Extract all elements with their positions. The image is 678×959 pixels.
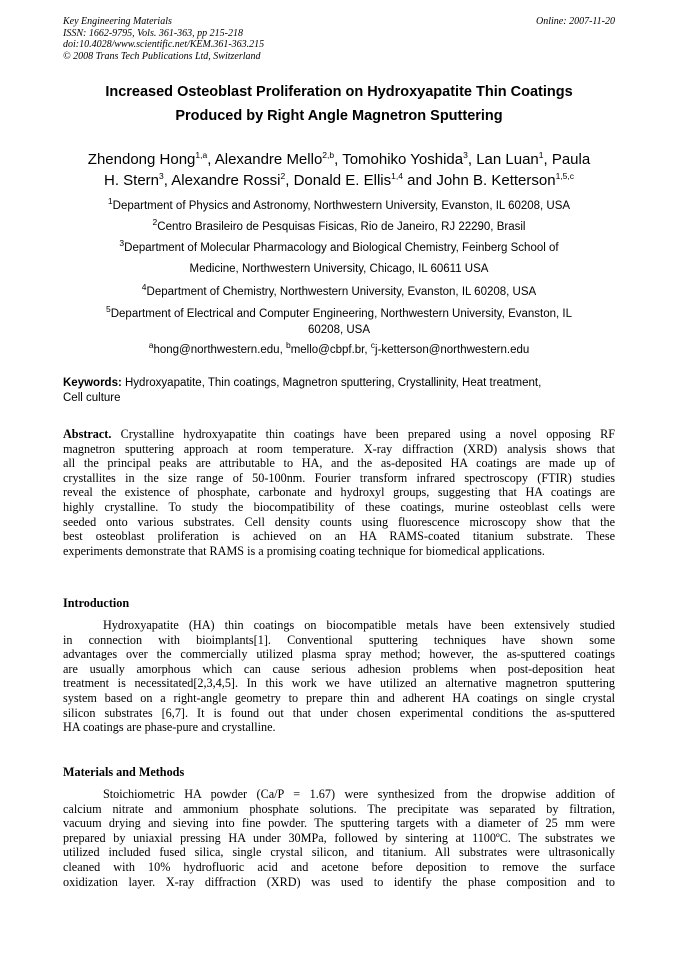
- title-line-2: Produced by Right Angle Magnetron Sputtering: [175, 108, 503, 124]
- affiliation-text: Department of Chemistry, Northwestern University, Evanston, IL 60208, USA: [146, 286, 537, 298]
- keywords-text: Cell culture: [63, 392, 121, 404]
- affiliation-number: 1: [107, 196, 113, 207]
- email-sup: c: [370, 340, 376, 351]
- introduction-line: advantages over the commercially utilized plasma spray method; however, the as-sputtered coatings: [63, 647, 615, 662]
- affiliation-3-cont: Medicine, Northwestern University, Chicago, IL 60611 USA: [189, 263, 489, 275]
- abstract: [63, 427, 615, 558]
- affiliation-number: 3: [119, 238, 125, 249]
- abstract-line: magnetron sputtering approach at room temperature. X-ray diffraction (XRD) analysis shows that: [63, 441, 615, 456]
- affiliation-text: Centro Brasileiro de Pesquisas Fisicas, Rio de Janeiro, RJ 22290, Brasil: [157, 221, 526, 233]
- introduction-line: Hydroxyapatite (HA) thin coatings on biocompatible metals have been extensively studied: [103, 618, 615, 632]
- author-sup: 3: [159, 171, 164, 181]
- email-text: hong@northwestern.edu,: [153, 344, 286, 356]
- author-list: [40, 149, 638, 191]
- affiliation-number: 4: [141, 282, 147, 293]
- author-sup: 1,5,c: [555, 171, 574, 181]
- email-text: j-ketterson@northwestern.edu: [375, 344, 530, 356]
- affiliation-text: Department of Electrical and Computer Engineering, Northwestern University, Evanston, IL: [110, 308, 572, 320]
- methods-line: Stoichiometric HA powder (Ca/P = 1.67) were synthesized from the dropwise addition of: [103, 787, 615, 801]
- author-text: and John B. Ketterson: [402, 172, 556, 189]
- keywords-text: Hydroxyapatite, Thin coatings, Magnetron sputtering, Crystallinity, Heat treatment,: [121, 377, 542, 389]
- introduction-line: silicon substrates [6,7]. It is found out that under chosen experimental conditions the as-sputtered: [63, 705, 615, 720]
- affiliation-text: Department of Molecular Pharmacology and Biological Chemistry, Feinberg School of: [124, 242, 559, 254]
- affiliation-text: Department of Physics and Astronomy, Northwestern University, Evanston, IL 60208, USA: [112, 200, 571, 212]
- author-sup: 1: [538, 150, 544, 160]
- journal-meta: [63, 16, 264, 62]
- affiliation-number: 5: [105, 304, 111, 315]
- author-sup: 1,4: [391, 171, 403, 181]
- affiliation-4: [40, 282, 638, 302]
- methods-line: calcium nitrate and ammonium phosphate solutions. The precipitate was separated by filtration,: [63, 801, 615, 816]
- methods-heading: Materials and Methods: [63, 765, 185, 779]
- abstract-line: [63, 427, 615, 442]
- email-text: mello@cbpf.br,: [290, 344, 371, 356]
- author-text: H. Stern: [104, 172, 160, 189]
- methods-line: vacuum drying and sieving into fine powder. The sputtering targets with a diameter of 25 mm were: [63, 816, 615, 831]
- affiliation-1: [40, 196, 638, 216]
- email-addresses: [40, 340, 638, 360]
- journal-doi: doi:10.4028/www.scientific.net/KEM.361-363.215: [63, 39, 265, 50]
- author-text: Zhendong Hong: [87, 151, 196, 168]
- introduction-line: are usually amorphous which can cause serious adhesion problems when post-deposition heat: [63, 661, 615, 676]
- abstract-line: seeded onto various substrates. Cell density counts using fluorescence microscopy show that the: [63, 514, 615, 529]
- author-sup: 2,b: [322, 150, 335, 160]
- keywords-label: Keywords:: [63, 377, 122, 389]
- journal-issn: ISSN: 1662-9795, Vols. 361-363, pp 215-218: [63, 27, 243, 39]
- paper-title: [40, 80, 638, 128]
- abstract-line: best osteoblast proliferation is achieved on an HA RAMS-coated titanium substrate. These: [63, 529, 615, 544]
- email-sup: a: [148, 340, 154, 351]
- introduction-line: treatment is necessitated[2,3,4,5]. In this work we have utilized an alternative magnetron sputtering: [63, 676, 615, 691]
- author-sup: 3: [463, 150, 468, 160]
- abstract-line: crystallites in the size range of 50-100nm. Fourier transform infrared spectroscopy (FTIR) studies: [63, 470, 615, 485]
- author-text: , Alexandre Mello: [207, 151, 323, 168]
- methods-line: utilized included fused silica, single crystal silicon, and titanium. All substrates were ultrasonically: [63, 845, 615, 860]
- author-text: , Paula: [543, 151, 591, 168]
- keywords: [63, 376, 615, 406]
- introduction-line: system based on a right-angle geometry to prepare thin and adherent HA coatings on single crystal: [63, 690, 615, 705]
- abstract-text: Crystalline hydroxyapatite thin coatings have been prepared using a novel opposing RF: [111, 427, 615, 441]
- affiliation-2: [40, 217, 638, 237]
- author-text: , Alexandre Rossi: [163, 172, 281, 189]
- author-sup: 2: [280, 171, 286, 181]
- author-line-2: [40, 170, 638, 191]
- author-text: , Lan Luan: [467, 151, 539, 168]
- methods-body: [63, 787, 615, 889]
- abstract-line: reveal the existence of phosphate, carbonate and hydroxyl groups, suggesting that HA coatings are: [63, 485, 615, 500]
- author-line-1: [40, 149, 638, 170]
- author-sup: 1,a: [195, 150, 208, 160]
- title-line-1: Increased Osteoblast Proliferation on Hydroxyapatite Thin Coatings: [105, 84, 573, 100]
- affiliation-number: 2: [152, 217, 158, 228]
- methods-line: cleaned with 10% hydrofluoric acid and acetone before deposition to remove the surface: [63, 859, 615, 874]
- abstract-label: Abstract.: [63, 427, 112, 441]
- methods-line: oxidization layer. X-ray diffraction (XRD) was used to identify the phase composition and to: [63, 874, 615, 889]
- author-text: , Tomohiko Yoshida: [334, 151, 464, 168]
- methods-line: prepared by uniaxial pressing HA under 30MPa, followed by sintering at 1100ºC. The substrates we: [63, 830, 615, 845]
- abstract-line: all the principal peaks are attributable to HA, and the as-deposited HA coatings are made up of: [63, 456, 615, 471]
- journal-copyright: © 2008 Trans Tech Publications Ltd, Switzerland: [63, 50, 261, 62]
- journal-name: Key Engineering Materials: [63, 16, 172, 27]
- affiliation-5-cont: 60208, USA: [307, 324, 370, 336]
- abstract-line: highly crystalline. To study the biocompatibility of these coatings, murine osteoblast cells were: [63, 499, 615, 514]
- introduction-line: in connection with bioimplants[1]. Conventional sputtering techniques have shown some: [63, 632, 615, 647]
- introduction-heading: Introduction: [63, 596, 130, 610]
- email-sup: b: [285, 340, 291, 351]
- abstract-line: experiments demonstrate that RAMS is a promising coating technique for biomedical applications.: [63, 543, 545, 558]
- introduction-line: HA coatings are phase-pure and crystalline.: [63, 720, 276, 735]
- author-text: , Donald E. Ellis: [285, 172, 392, 189]
- introduction-body: [63, 618, 615, 735]
- online-date: Online: 2007-11-20: [536, 16, 615, 27]
- affiliation-3: [40, 238, 638, 258]
